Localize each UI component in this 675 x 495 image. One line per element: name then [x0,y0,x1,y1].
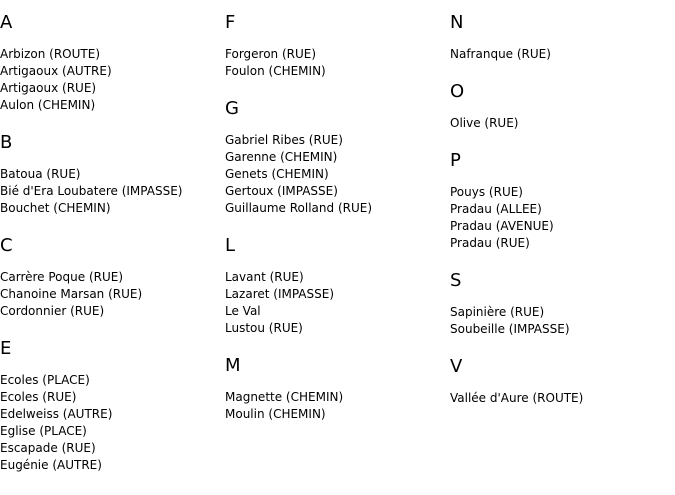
street-list [0,269,225,320]
letter-heading: M [225,355,241,376]
street-link[interactable]: Soubeille (IMPASSE) [450,322,570,336]
letter-group [225,98,450,217]
street-link[interactable]: Carrère Poque (RUE) [0,270,124,284]
letter-group [225,235,450,337]
letter-group [450,356,675,407]
street-link[interactable]: Magnette (CHEMIN) [225,390,344,404]
street-list [450,115,675,132]
letter-group [450,81,675,132]
street-link[interactable]: Gertoux (IMPASSE) [225,184,338,198]
street-link[interactable]: Guillaume Rolland (RUE) [225,201,373,215]
street-link[interactable]: Le Val [225,304,261,318]
letter-group [450,12,675,63]
letter-group [225,355,450,423]
letter-heading: E [0,338,12,359]
street-link[interactable]: Pradau (AVENUE) [450,219,554,233]
street-list [450,46,675,63]
street-link[interactable]: Ecoles (RUE) [0,390,77,404]
street-link[interactable]: Batoua (RUE) [0,167,81,181]
street-link[interactable]: Bié d'Era Loubatere (IMPASSE) [0,184,183,198]
letter-heading: N [450,12,464,33]
street-link[interactable]: Arbizon (ROUTE) [0,47,100,61]
street-link[interactable]: Lustou (RUE) [225,321,303,335]
letter-heading: S [450,270,462,291]
street-link[interactable]: Escapade (RUE) [0,441,96,455]
street-list [225,389,450,423]
letter-group [0,338,225,474]
letter-heading: A [0,12,13,33]
letter-group [0,12,225,114]
street-link[interactable]: Pradau (RUE) [450,236,530,250]
street-list [225,132,450,217]
street-link[interactable]: Eugénie (AUTRE) [0,458,102,472]
street-link[interactable]: Artigaoux (RUE) [0,81,97,95]
letter-group [0,132,225,217]
street-link[interactable]: Artigaoux (AUTRE) [0,64,112,78]
letter-heading: P [450,150,461,171]
street-list [450,304,675,338]
street-list [225,46,450,80]
letter-heading: G [225,98,239,119]
street-list [0,46,225,114]
street-link[interactable]: Vallée d'Aure (ROUTE) [450,391,584,405]
letter-group [450,270,675,338]
street-link[interactable]: Edelweiss (AUTRE) [0,407,113,421]
street-link[interactable]: Bouchet (CHEMIN) [0,201,111,215]
street-list [0,166,225,217]
street-list [0,372,225,474]
letter-heading: B [0,132,13,153]
street-link[interactable]: Sapinière (RUE) [450,305,545,319]
letter-group [450,150,675,252]
street-link[interactable]: Genets (CHEMIN) [225,167,329,181]
letter-group [0,235,225,320]
index-column-2 [225,0,450,423]
street-link[interactable]: Lazaret (IMPASSE) [225,287,335,301]
letter-heading: O [450,81,465,102]
street-link[interactable]: Eglise (PLACE) [0,424,87,438]
street-link[interactable]: Foulon (CHEMIN) [225,64,326,78]
street-link[interactable]: Garenne (CHEMIN) [225,150,338,164]
street-link[interactable]: Aulon (CHEMIN) [0,98,96,112]
letter-heading: F [225,12,236,33]
letter-group [225,12,450,80]
index-column-3 [450,0,675,407]
street-link[interactable]: Cordonnier (RUE) [0,304,105,318]
street-link[interactable]: Olive (RUE) [450,116,519,130]
street-link[interactable]: Gabriel Ribes (RUE) [225,133,343,147]
street-link[interactable]: Moulin (CHEMIN) [225,407,326,421]
street-link[interactable]: Chanoine Marsan (RUE) [0,287,143,301]
street-link[interactable]: Pouys (RUE) [450,185,523,199]
street-list [450,390,675,407]
street-link[interactable]: Lavant (RUE) [225,270,304,284]
street-link[interactable]: Ecoles (PLACE) [0,373,90,387]
index-column-1 [0,0,225,474]
street-link[interactable]: Pradau (ALLEE) [450,202,542,216]
street-link[interactable]: Nafranque (RUE) [450,47,551,61]
street-list [225,269,450,337]
letter-heading: C [0,235,13,256]
street-link[interactable]: Forgeron (RUE) [225,47,317,61]
street-list [450,184,675,252]
letter-heading: L [225,235,236,256]
letter-heading: V [450,356,463,377]
